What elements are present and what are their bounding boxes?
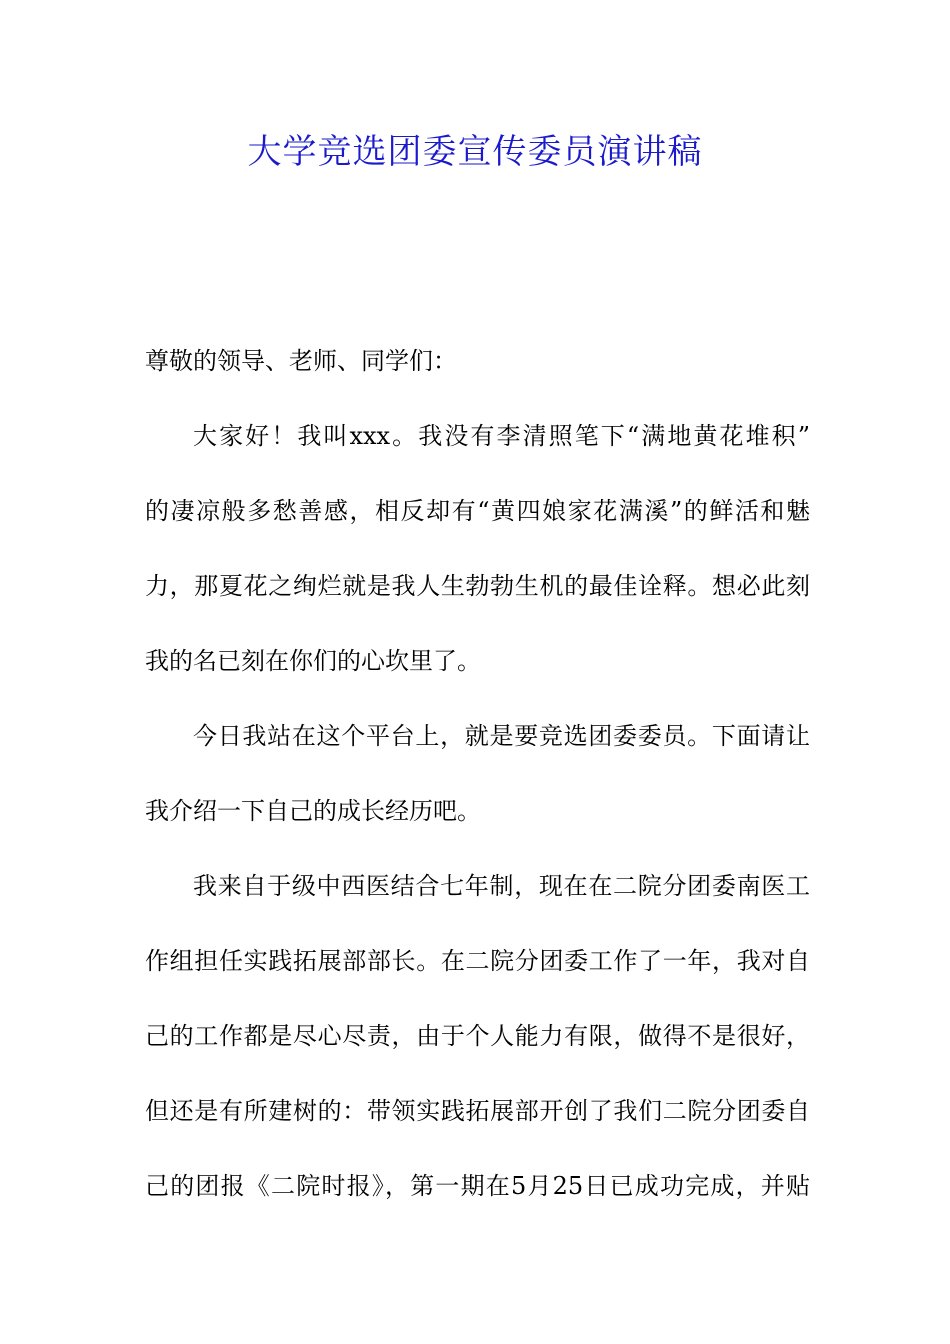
text-line: 尊敬的领导、老师、同学们： [145,347,457,375]
text-line: 力，那夏花之绚烂就是我人生勃勃生机的最佳诠释。想必此刻 [145,572,810,600]
text-line: 己的工作都是尽心尽责，由于个人能力有限，做得不是很好， [145,1022,810,1050]
text-line: 我来自于级中西医结合七年制，现在在二院分团委南医工 [193,872,810,900]
document-title: 大学竞选团委宣传委员演讲稿 [247,132,703,172]
text-line: 我介绍一下自己的成长经历吧。 [145,797,481,825]
text-line: 我的名已刻在你们的心坎里了。 [145,647,481,675]
text-line: 己的团报《二院时报》，第一期在5月25日已成功完成，并贴 [145,1172,810,1200]
text-line: 作组担任实践拓展部部长。在二院分团委工作了一年，我对自 [145,947,810,975]
text-line: 的凄凉般多愁善感，相反却有“黄四娘家花满溪”的鲜活和魅 [145,497,810,525]
document-body [145,338,810,1238]
text-line: 但还是有所建树的：带领实践拓展部开创了我们二院分团委自 [145,1097,810,1125]
text-line: 今日我站在这个平台上，就是要竞选团委委员。下面请让 [193,722,810,750]
text-line: 大家好！我叫xxx。我没有李清照笔下“满地黄花堆积” [193,422,810,450]
